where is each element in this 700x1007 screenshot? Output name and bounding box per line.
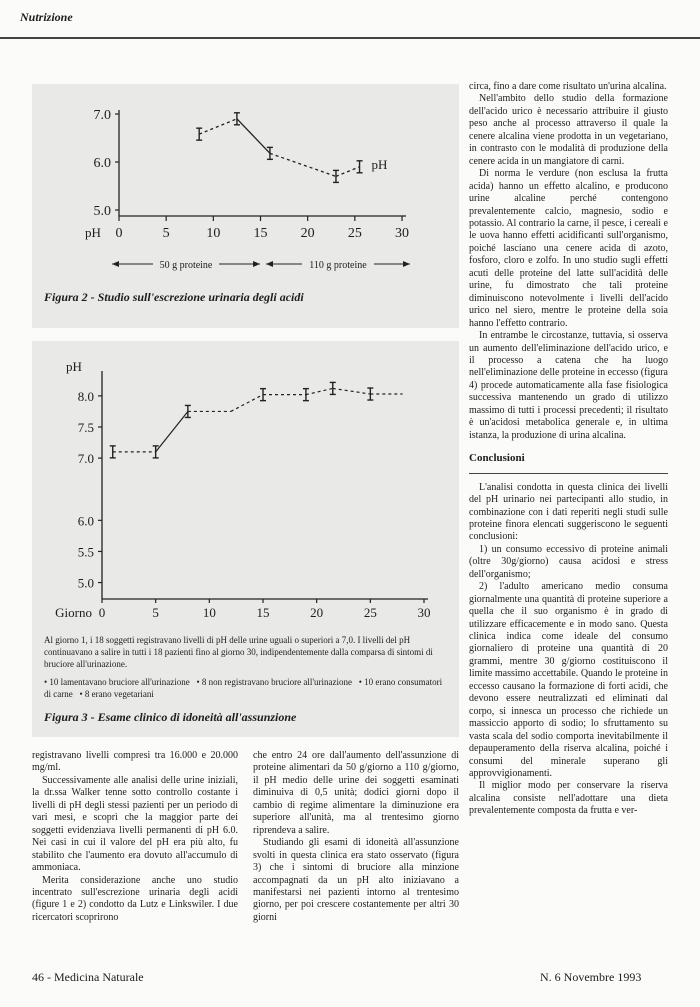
x-tick-label: 15: [256, 605, 270, 620]
x-tick-label: 10: [202, 605, 216, 620]
figure-2: [32, 84, 459, 328]
paragraph: 2) l'adulto americano medio consuma giornalmente una quantità di proteine superiore a quella che il suo organismo è in grado di utilizzare efficacemente e in modo sano. Questa clinica indica come ideale del consumo giornaliero di proteine una quantità di 20 grammi, mentre 30 g/giorno costituiscono il limite massimo accettabile. Quando le proteine in eccesso causano la formazione di forti acidi, che devono essere neutralizzati ed eliminati dal corpo, si innesca un processo che richiede un massiccio apporto di sodio; lo sfruttamento su vasta scala del sodio comporta inevitabilmente il depauperamento della riserva alcalina, poiché i consumi del minerale superano gli approvvigionamenti.: [469, 581, 668, 780]
legend-item: • 10 lamentavano bruciore all'urinazione: [44, 677, 190, 687]
legend-item: • 8 non registravano bruciore all'urinazione: [196, 677, 352, 687]
series-label: pH: [371, 156, 388, 172]
arrowhead-left: [112, 261, 119, 267]
x-tick-label: 10: [206, 226, 221, 241]
arrowhead-right: [253, 261, 260, 267]
x-tick-label: 5: [162, 226, 170, 241]
paragraph: L'analisi condotta in questa clinica dei livelli del pH urinario nei partecipanti allo studio, in combinazione con i dati reperiti negli studi sulle proteine finora elencati suggeriscono le seguenti conclusioni:: [469, 481, 668, 543]
footer-left: 46 - Medicina Naturale: [32, 970, 144, 984]
paragraph: Studiando gli esami di idoneità all'assunzione svolti in questa clinica era stato osservato (figura 3) che i sintomi di bruciore alla minzione accompagnati da un pH alto iniziavano a manifestarsi nei pazienti intorno al trentesimo giorno, per poi crescere costantemente per altri 30 giorni: [253, 837, 459, 923]
period-label-50g: 50 g proteine: [159, 260, 213, 271]
bottom-column-1: [32, 750, 238, 924]
legend-item: • 8 erano vegetariani: [79, 689, 154, 699]
paragraph: Il miglior modo per conservare la riserva alcalina consiste nell'adottare una dieta prevalentemente composta da frutta e ver-: [469, 780, 668, 817]
y-tick-label: 5.5: [77, 544, 94, 560]
figure-3-note: Al giorno 1, i 18 soggetti registravano livelli di pH delle urine uguali o superiori a 7,0. I livelli del pH continuavano a salire in tutti i 18 pazienti fino al giorno 30, indipendentemente dalla comparsa di sintomi di bruciore all'urinazione.: [44, 635, 433, 669]
x-axis-label: Giorno: [55, 605, 92, 620]
footer-right: N. 6 Novembre 1993: [540, 970, 642, 984]
data-segment: [156, 411, 188, 451]
paragraph: registravano livelli compresi tra 16.000 e 20.000 mg/ml.: [32, 750, 238, 774]
paragraph: Successivamente alle analisi delle urine iniziali, la dr.ssa Walker tenne sotto controllo costante i livelli di pH degli stessi pazienti per un periodo di vari mesi, e scoprì che la maggior parte dei soggetti evidenziava livelli permanenti di pH 6.0. Nei casi in cui il valore del pH era più alto, fu stabilito che l'aumento era dovuto all'accumulo di ammoniaca.: [32, 774, 238, 874]
conclusions-heading: Conclusioni: [469, 452, 525, 465]
y-tick-label: 6.0: [77, 513, 94, 529]
bottom-column-2: [253, 750, 459, 924]
paragraph: Di norma le verdure (non esclusa la frutta acida) hanno un effetto alcalino, e producono urine alcaline perché contengono prevalentemente calcio, magnesio, sodio e potassio. Al contrario la carne, il pesce, i cereali e le uova hanno effetti acidificanti sull'organismo, poiché lasciano una cenere acida di azoto, fosforo, cloro e zolfo. In uno studio sugli effetti acuti delle proteine del latte sull'acidità delle urine, fu dimostrato che tali proteine diminuiscono notevolmente i livelli dell'acido urico nel siero, mentre le proteine della soia hanno l'effetto contrario.: [469, 168, 668, 329]
paragraph: circa, fino a dare come risultato un'urina alcalina.: [469, 81, 667, 92]
arrowhead-right: [403, 261, 410, 267]
paragraph: Nell'ambito dello studio della formazione dell'acido urico è necessario attribuire il giusto peso anche al processo attraverso il quale la cenere alcalina viene prodotta in un vegetariano, in contrasto con le modalità di produzione della cenere acida in un mangiatore di carni.: [469, 93, 668, 167]
legend-item: • 10 erano consumatori di carne: [44, 677, 443, 699]
figure-3-caption: Figura 3 - Esame clinico di idoneità all'assunzione: [44, 710, 297, 724]
arrowhead-left: [266, 261, 273, 267]
y-tick-label: 7.0: [93, 108, 111, 123]
period-label-110g: 110 g proteine: [309, 260, 367, 271]
paragraph: In entrambe le circostanze, tuttavia, si osserva un aumento dell'eliminazione dell'acido urico, e il processo a catena che ha luogo nell'eliminazione delle proteine in eccesso (figura 4) procede automaticamente alla fase fisiologica successiva mantenendo un grado di utilizzo massimo di tutti i processi precedenti; il risultato è un'acidosi metabolica generale e, in ultima istanza, la produzione di urina alcalina.: [469, 330, 668, 441]
y-tick-label: 8.0: [77, 388, 94, 404]
data-segment: [270, 153, 336, 176]
y-tick-label: 5.0: [77, 575, 94, 591]
x-tick-label: 25: [363, 605, 377, 620]
figure-3-legend: [44, 676, 449, 700]
x-tick-label: 15: [253, 226, 268, 241]
data-segment: [237, 119, 270, 154]
y-tick-label: 6.0: [93, 156, 111, 171]
data-segment: [199, 119, 237, 134]
y-tick-label: 7.5: [77, 420, 94, 435]
x-tick-label: 5: [152, 605, 159, 620]
x-tick-label: 0: [98, 605, 106, 620]
figure-2-caption: Figura 2 - Studio sull'escrezione urinaria degli acidi: [44, 290, 304, 304]
paragraph: Merita considerazione anche uno studio incentrato sull'escrezione urinaria degli acidi (figure 1 e 2) condotto da Lutz e Linkswiler. I due ricercatori scoprirono: [32, 874, 238, 923]
data-segment: [306, 388, 333, 394]
y-axis-label: pH: [66, 359, 82, 374]
x-tick-label: 30: [417, 605, 431, 620]
y-axis-label: pH: [85, 225, 101, 240]
x-tick-label: 20: [300, 226, 315, 241]
conclusions-rule: [469, 473, 668, 474]
y-tick-label: 5.0: [93, 204, 111, 219]
data-segment: [231, 395, 263, 412]
x-tick-label: 20: [310, 605, 324, 620]
figure-3: [32, 341, 459, 737]
paragraph: che entro 24 ore dall'aumento dell'assunzione di proteine alimentari da 50 g/giorno a 110 g/giorno, il pH medio delle urine dei soggetti esaminati diminuiva di 0,5 unità; dodici giorni dopo il cambio di regime alimentare la diminuzione era superiore all'unità, ma al trentesimo giorno riprendeva a salire.: [253, 750, 459, 836]
header-rule: [0, 37, 700, 39]
x-tick-label: 25: [347, 226, 362, 241]
y-tick-label: 7.0: [77, 451, 94, 467]
section-header: Nutrizione: [20, 10, 73, 24]
data-segment: [333, 388, 371, 394]
data-segment: [336, 167, 360, 177]
paragraph: 1) un consumo eccessivo di proteine animali (oltre 30g/giorno) causa acidosi e stress dell'organismo;: [469, 543, 668, 580]
x-tick-label: 0: [115, 226, 123, 241]
right-column: [469, 81, 668, 818]
x-tick-label: 30: [395, 226, 409, 241]
